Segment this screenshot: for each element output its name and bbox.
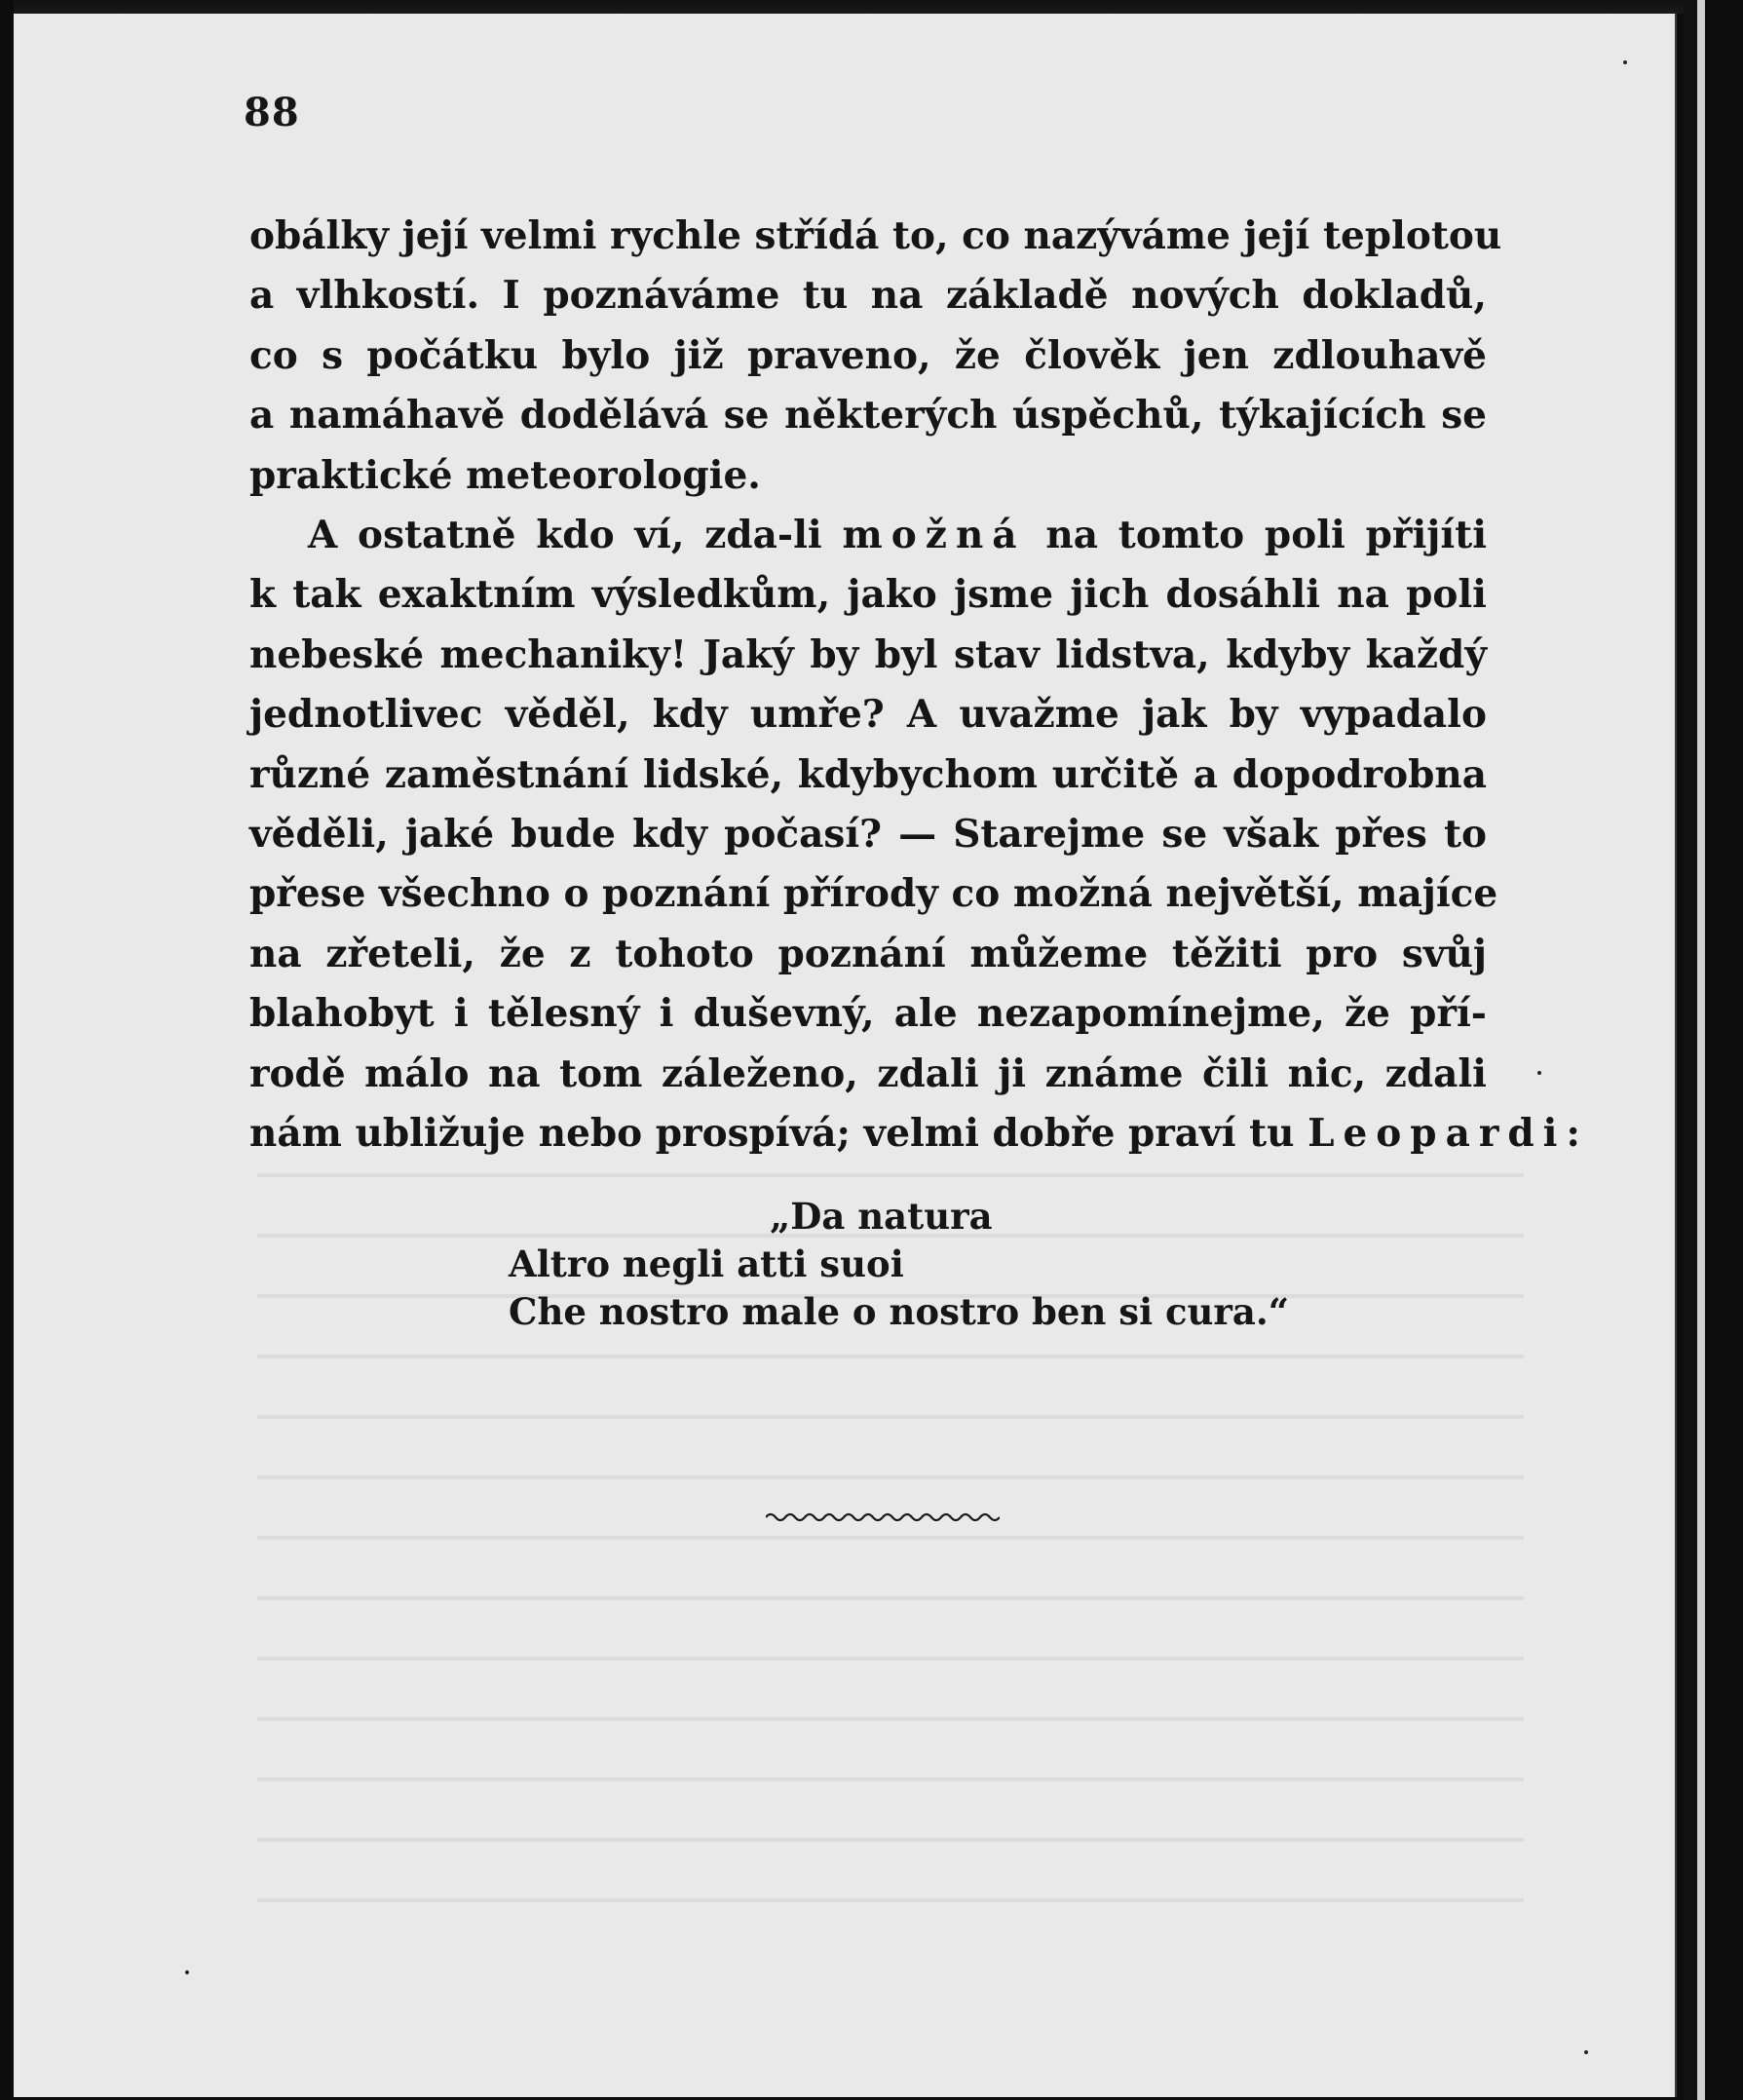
text-fragment: na tomto poli přijíti (1045, 513, 1488, 558)
text-line: blahobyt i tělesný i duševný, ale nezapomínejme, že pří- (249, 991, 1487, 1037)
scan-binding-shadow (1684, 0, 1697, 2100)
text-line: k tak exaktním výsledkům, jako jsme jich dosáhli na poli (249, 572, 1487, 618)
scan-speck (185, 1970, 189, 1974)
text-line (249, 506, 1487, 565)
text-line: a vlhkostí. I poznáváme tu na základě nových dokladů, (249, 273, 1487, 319)
text-line: na zřeteli, že z tohoto poznání můžeme těžiti pro svůj (249, 931, 1487, 976)
wavy-divider-ornament (766, 1510, 1000, 1524)
text-line: a namáhavě dodělává se některých úspěchů, týkajících se (249, 393, 1487, 439)
scan-top-edge (14, 0, 1685, 14)
text-line: obálky její velmi rychle střídá to, co nazýváme její teplotou (249, 213, 1502, 258)
poem-quote (509, 1193, 1289, 1336)
text-line: přese všechno o poznání přírody co možná největší, majíce (249, 871, 1498, 917)
scan-speck (1584, 2050, 1588, 2054)
text-fragment: A ostatně kdo ví, zda-li (308, 513, 822, 558)
poem-line: Altro negli atti suoi (509, 1242, 904, 1285)
text-line: nebeské mechaniky! Jaký by byl stav lidstva, kdyby každý (249, 631, 1487, 677)
text-line: rodě málo na tom záleženo, zdali ji známe čili nic, zdali (249, 1050, 1487, 1096)
text-line: praktické meteorologie. (249, 452, 761, 498)
scan-next-page-edge (1697, 0, 1705, 2100)
poem-line: Che nostro male o nostro ben si cura.“ (509, 1290, 1290, 1333)
text-line: jednotlivec věděl, kdy umře? A uvažme jak by vypadalo (249, 692, 1487, 738)
paragraph-1 (249, 207, 1502, 506)
scan-speck (1623, 60, 1627, 64)
text-line: věděli, jaké bude kdy počasí? — Starejme se však přes to (249, 812, 1487, 858)
book-page (14, 14, 1677, 2097)
scan-speck (1537, 1071, 1541, 1075)
body-text (249, 207, 1589, 1165)
emphasized-name: Leopardi: (1307, 1111, 1589, 1157)
text-line (249, 1104, 1589, 1164)
poem-line: „Da natura (770, 1195, 993, 1238)
page-number: 88 (244, 90, 300, 135)
text-fragment: nám ubližuje nebo prospívá; velmi dobře praví tu (249, 1111, 1295, 1157)
text-line: co s počátku bylo již praveno, že člověk jen zdlouhavě (249, 332, 1487, 378)
paragraph-2 (249, 506, 1589, 1164)
emphasized-word: možná (842, 513, 1026, 558)
text-line: různé zaměstnání lidské, kdybychom určitě a dopodrobna (249, 751, 1487, 797)
